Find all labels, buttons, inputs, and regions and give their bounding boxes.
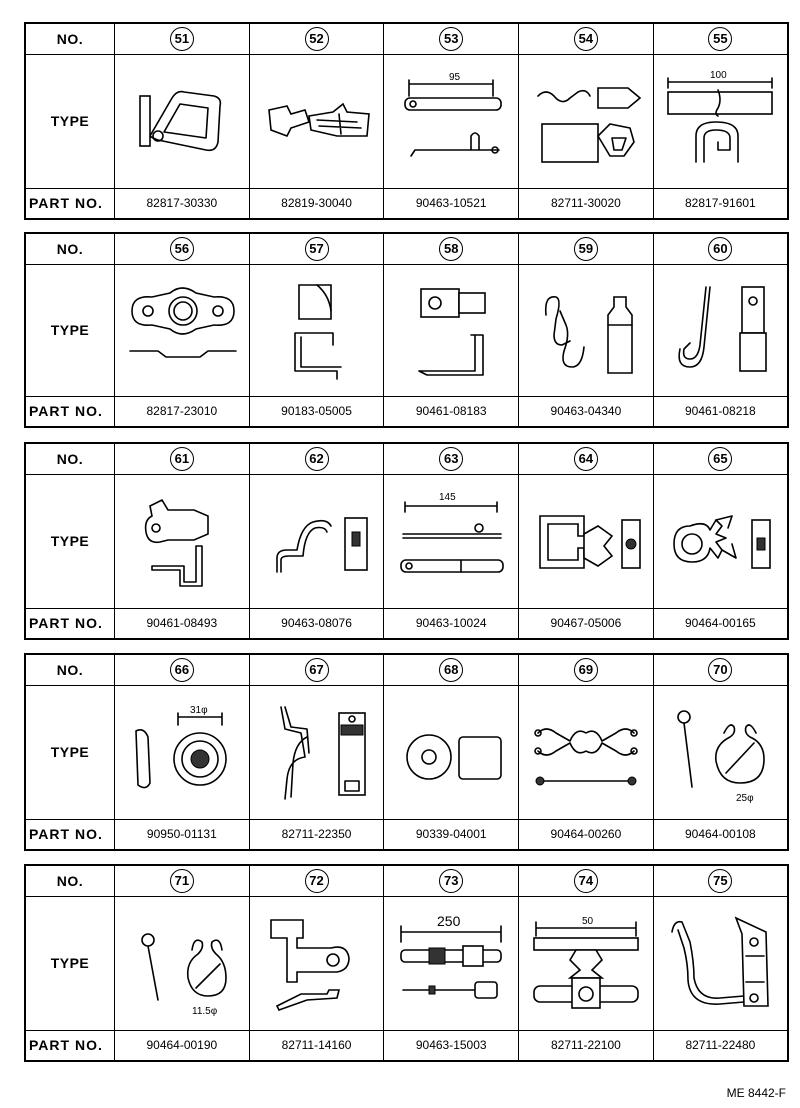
push-clip-icon: [519, 54, 654, 188]
item-number: 56: [170, 237, 194, 261]
part-number: 90464-00260: [550, 827, 622, 842]
part-number: 90464-00190: [146, 1038, 218, 1053]
part-number: 82817-23010: [146, 404, 218, 419]
item-number: 70: [708, 658, 732, 682]
part-number: 82711-14160: [281, 1038, 352, 1053]
part-no-header: PART NO.: [25, 1030, 115, 1061]
part-number: 90467-05006: [550, 616, 622, 631]
type-header: TYPE: [25, 474, 115, 608]
item-number: 64: [574, 447, 598, 471]
item-number: 66: [170, 658, 194, 682]
item-number: 72: [305, 869, 329, 893]
document-code: ME 8442-F: [726, 1086, 786, 1100]
triangular-clamp-icon: [115, 54, 250, 188]
cable-tie-95-icon: [384, 54, 519, 188]
part-number: 82817-91601: [685, 196, 756, 211]
round-grommet-31-icon: [115, 685, 250, 819]
part-number: 90463-08076: [281, 616, 352, 631]
type-header: TYPE: [25, 264, 115, 396]
item-number: 67: [305, 658, 329, 682]
part-number: 82711-30020: [550, 196, 621, 211]
connector-clip-icon: [249, 54, 384, 188]
hook-clamp-icon: [653, 264, 788, 396]
item-number: 55: [708, 27, 732, 51]
part-number: 90461-08218: [685, 404, 756, 419]
loop-clamp-25-icon: [653, 685, 788, 819]
item-number: 58: [439, 237, 463, 261]
item-number: 73: [439, 869, 463, 893]
part-number: 90461-08493: [146, 616, 218, 631]
type-header: TYPE: [25, 896, 115, 1030]
part-number: 82819-30040: [281, 196, 352, 211]
part-no-header: PART NO.: [25, 819, 115, 850]
no-header: NO.: [25, 443, 115, 474]
protector-clip-50-icon: [519, 896, 654, 1030]
part-number: 90339-04001: [415, 827, 487, 842]
item-number: 59: [574, 237, 598, 261]
part-number: 82711-22100: [550, 1038, 621, 1053]
part-number: 90461-08183: [415, 404, 487, 419]
part-number: 90463-04340: [550, 404, 622, 419]
double-loop-clamp-icon: [519, 685, 654, 819]
part-number: 82711-22350: [281, 827, 352, 842]
item-number: 69: [574, 658, 598, 682]
item-number: 53: [439, 27, 463, 51]
part-no-header: PART NO.: [25, 396, 115, 427]
parts-table-5: [24, 864, 789, 1060]
item-number: 75: [708, 869, 732, 893]
t-bracket-icon: [249, 896, 384, 1030]
washer-pad-icon: [384, 685, 519, 819]
arrow-clamp-icon: [653, 474, 788, 608]
wire-hook-clip-icon: [519, 264, 654, 396]
item-number: 52: [305, 27, 329, 51]
grommet-flange-icon: [115, 264, 250, 396]
no-header: NO.: [25, 233, 115, 264]
item-number: 61: [170, 447, 194, 471]
bracket-clamp-icon: [115, 474, 250, 608]
type-header: TYPE: [25, 685, 115, 819]
type-header: TYPE: [25, 54, 115, 188]
no-header: NO.: [25, 865, 115, 896]
dimension-label: 31φ: [189, 705, 208, 716]
dimension-label: 11.5φ: [191, 1006, 218, 1017]
cable-tie-145-icon: [384, 474, 519, 608]
item-number: 71: [170, 869, 194, 893]
part-number: 90183-05005: [281, 404, 352, 419]
edge-protector-100-icon: [653, 54, 788, 188]
part-number: 90950-01131: [146, 827, 217, 842]
parts-table-3: [24, 442, 789, 638]
hook-clip-icon: [249, 474, 384, 608]
lug-bracket-icon: [384, 264, 519, 396]
item-number: 51: [170, 27, 194, 51]
part-number: 90463-10024: [415, 616, 487, 631]
part-number: 90463-15003: [415, 1038, 487, 1053]
part-number: 82817-30330: [146, 196, 218, 211]
item-number: 62: [305, 447, 329, 471]
no-header: NO.: [25, 654, 115, 685]
part-no-header: PART NO.: [25, 188, 115, 219]
parts-table-4: [24, 653, 789, 849]
loop-clamp-11-icon: [115, 896, 250, 1030]
part-number: 82711-22480: [685, 1038, 756, 1053]
item-number: 74: [574, 869, 598, 893]
item-number: 57: [305, 237, 329, 261]
dimension-label: 95: [449, 72, 461, 83]
item-number: 63: [439, 447, 463, 471]
dimension-label: 145: [439, 492, 456, 503]
hook-bracket-icon: [653, 896, 788, 1030]
cable-tie-250-icon: [384, 896, 519, 1030]
dimension-label: 250: [437, 913, 461, 929]
square-clip-icon: [519, 474, 654, 608]
parts-table-1: [24, 22, 789, 218]
dimension-label: 100: [710, 70, 728, 81]
item-number: 60: [708, 237, 732, 261]
dimension-label: 25φ: [736, 793, 754, 804]
part-number: 90463-10521: [415, 196, 487, 211]
part-number: 90464-00165: [685, 616, 756, 631]
part-number: 90464-00108: [685, 827, 756, 842]
dimension-label: 50: [581, 916, 594, 927]
parts-table-2: [24, 232, 789, 426]
part-no-header: PART NO.: [25, 608, 115, 639]
bracket-clip-icon: [249, 685, 384, 819]
item-number: 68: [439, 658, 463, 682]
no-header: NO.: [25, 23, 115, 54]
bent-bracket-icon: [249, 264, 384, 396]
item-number: 54: [574, 27, 598, 51]
item-number: 65: [708, 447, 732, 471]
